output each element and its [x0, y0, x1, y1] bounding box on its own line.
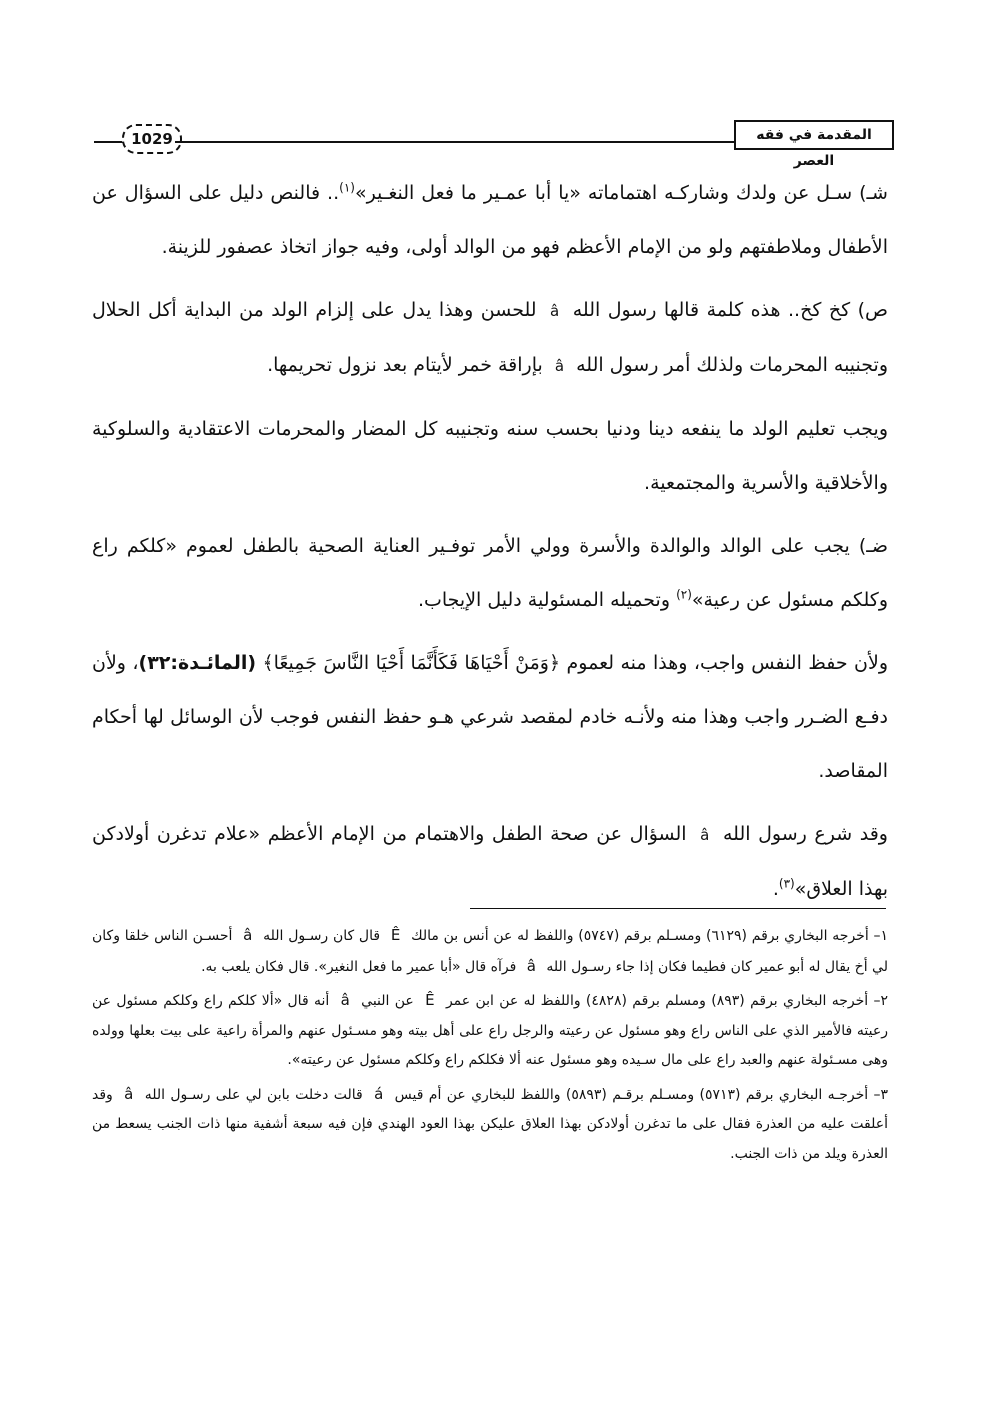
footnote-ref-2[interactable]: (٢)	[676, 587, 692, 602]
paragraph-1-rest: .. فالنص دليل على السؤال عن الأطفال وملاطفتهم ولو من الإمام الأعظم فهو من الوالد أولى، وفيه جواز اتخاذ عصفور للزينة.	[92, 182, 888, 258]
paragraph-4-text: ضـ) يجب على الوالد والوالدة والأسرة وولي الأمر توفـير العناية الصحية بالطفل لعموم «كلكم راع وكلكم مسئول عن رعية»	[92, 535, 888, 611]
body-text	[92, 166, 888, 916]
paragraph-2-mid: للحسن وهذا يدل على إلزام الولد من البداية أكل الحلال وتجنيبه المحرمات ولذلك أمر رسول الله	[92, 299, 888, 376]
footnote-1-c: أحسـن الناس خلقا وكان لي أخ يقال له أبو عمير كان فطيما فكان إذا جاء رسـول الله	[92, 928, 888, 975]
paragraph-3: ويجب تعليم الولد ما ينفعه دينا ودنيا بحسب سنه وتجنيبه كل المضار والمحرمات الاعتقادية والسلوكية والأخلاقية والأسرية والمجتمعية.	[92, 418, 888, 494]
honorific-symbol-icon: á	[374, 1084, 384, 1103]
honorific-symbol-icon: â	[700, 826, 710, 844]
footnotes	[92, 921, 888, 1173]
footnote-2-c: أنه قال «ألا كلكم راع وكلكم مسئول عن رعيته فالأمير الذي على الناس راع وهو مسئول عن رعيته والرجل راع على أهل بيته وهو مسـئول عنهم والمرأة راعية على بيت بعلها وولده وهى مسـئولة عنهم والعبد راع على مال سـيده وهو مسئول عنه ألا فكلكم راع وكلكم مسئول عن رعيته».	[92, 993, 888, 1068]
footnote-1-a: ١– أخرجه البخاري برقم (٦١٢٩) ومسـلم برقم (٥٧٤٧) واللفظ له عن أنس بن مالك	[411, 928, 889, 944]
header-rule-left	[94, 141, 124, 143]
footnote-ref-1[interactable]: (١)	[339, 180, 355, 195]
honorific-symbol-icon: Ê	[390, 926, 401, 944]
footnote-2-a: ٢– أخرجه البخاري برقم (٨٩٣) ومسلم برقم (٤٨٢٨) واللفظ له عن ابن عمر	[445, 993, 889, 1009]
paragraph-1	[92, 166, 888, 274]
paragraph-6-mid: السؤال عن صحة الطفل والاهتمام من الإمام الأعظم «علام تدغرن أولادكن بهذا العلاق»	[92, 823, 888, 900]
footnote-2-b: عن النبي	[361, 993, 414, 1009]
paragraph-5-rest: ، ولأن دفـع الضـرر واجب وهذا منه ولأنـه خادم لمقصد شرعي هـو حفظ النفس فوجب لأن الوسائل لها أحكام المقاصد.	[92, 652, 888, 782]
running-header-title: المقدمة في فقه العصر	[734, 120, 894, 150]
paragraph-5	[92, 636, 888, 798]
paragraph-2	[92, 283, 888, 393]
footnote-separator	[470, 908, 886, 909]
paragraph-4-rest: وتحميله المسئولية دليل الإيجاب.	[417, 589, 671, 611]
verse-citation: (المائـدة:٣٢)	[138, 652, 257, 674]
footnote-2	[92, 986, 888, 1076]
paragraph-1-text: شـ) سـل عن ولدك وشاركـه اهتماماته «يا أبا عمـير ما فعل النغـير»	[354, 182, 888, 204]
footnote-3	[92, 1080, 888, 1170]
footnote-1-d: فرآه قال «أبا عمير ما فعل النغير». قال فكان يلعب به.	[201, 958, 517, 975]
footnote-1	[92, 921, 888, 982]
honorific-symbol-icon: Ê	[425, 991, 435, 1009]
header-rule-right	[175, 141, 735, 143]
page-number: 1029	[122, 124, 182, 154]
paragraph-6	[92, 807, 888, 916]
honorific-symbol-icon: â	[550, 302, 560, 320]
quran-verse: ﴿وَمَنْ أَحْيَاهَا فَكَأَنَّمَا أَحْيَا النَّاسَ جَمِيعًا﴾	[262, 652, 561, 674]
footnote-3-a: ٣– أخرجـه البخاري برقم (٥٧١٣) ومسـلم برقـم (٥٨٩٣) واللفظ للبخاري عن أم قيس	[394, 1086, 889, 1103]
footnote-1-b: قال كان رسـول الله	[263, 928, 381, 944]
honorific-symbol-icon: â	[243, 926, 253, 944]
paragraph-6-end: .	[772, 878, 779, 900]
paragraph-5-start: ولأن حفظ النفس واجب، وهذا منه لعموم	[566, 652, 889, 674]
honorific-symbol-icon: â	[554, 357, 565, 375]
paragraph-4	[92, 519, 888, 627]
honorific-symbol-icon: â	[340, 991, 350, 1009]
footnote-ref-3[interactable]: (٣)	[778, 876, 795, 891]
honorific-symbol-icon: â	[526, 956, 536, 975]
honorific-symbol-icon: â	[124, 1084, 134, 1103]
paragraph-2-start: ص) كخ كخ.. هذه كلمة قالها رسول الله	[572, 299, 889, 321]
footnote-3-b: قالت دخلت بابن لي على رسـول الله	[144, 1086, 363, 1103]
paragraph-6-start: وقد شرع رسول الله	[722, 823, 888, 845]
paragraph-2-end: بإراقة خمر لأيتام بعد نزول تحريمها.	[267, 354, 543, 376]
footnote-3-c: وقد أعلقت عليه من العذرة فقال على ما تدغرن أولادكن بهذا العلاق عليكن بهذا العود الهندي فإن فيه سبعة أشفية منها ذات الجنب يسعط من العذرة ويلد من ذات الجنب.	[92, 1086, 888, 1162]
